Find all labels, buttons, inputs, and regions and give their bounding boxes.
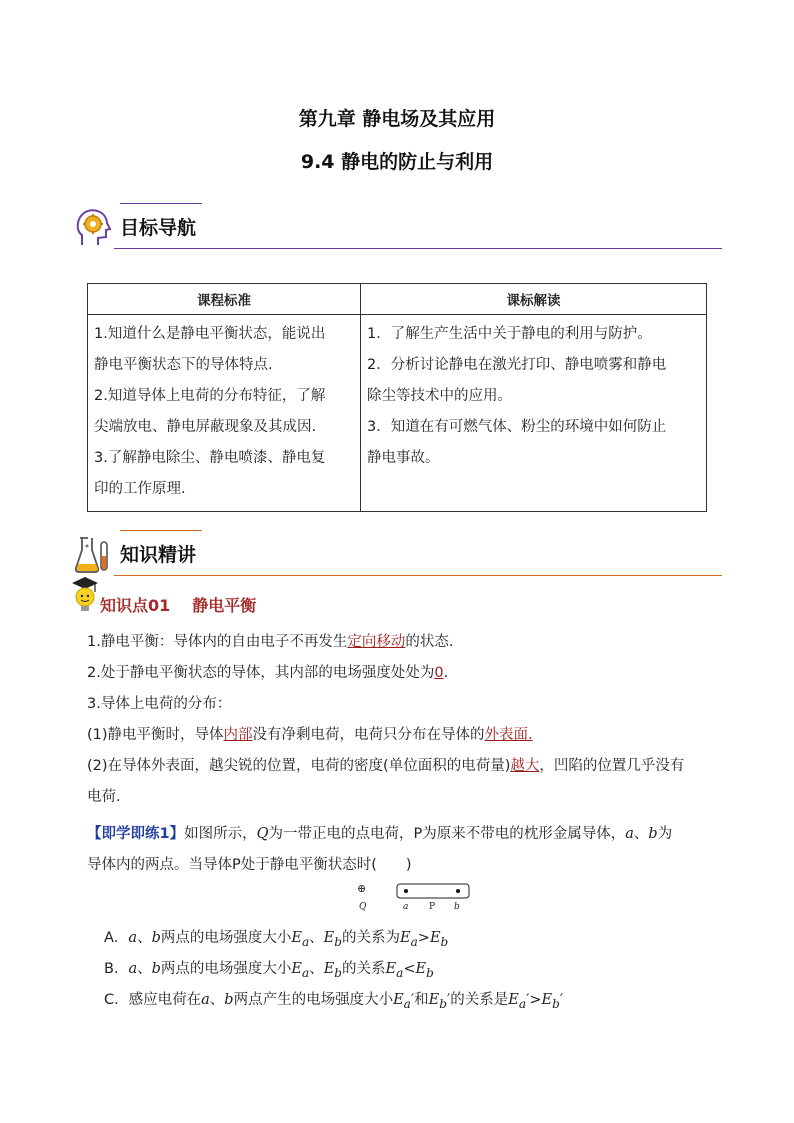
diagram-label-q: Q [359,902,367,912]
symbol: E [323,961,335,977]
text: ，凹陷的位置几乎没有 [539,758,685,774]
underlined-answer: 外表面. [484,727,533,743]
symbol: E [323,930,335,946]
table-cell-interpretation [361,315,707,512]
table-line: 1.知道什么是静电平衡状态，能说出 [94,326,326,342]
symbol: b [440,934,449,949]
symbol: b [151,961,161,977]
symbol: E [415,961,427,977]
content-line-4 [87,723,533,744]
text: ′ [526,992,530,1008]
symbol: a [403,996,411,1011]
knowledge-point-heading [100,593,256,616]
symbol: E [508,992,519,1008]
text: 、 [137,930,152,946]
text: 2.处于静电平衡状态的导体，其内部的电场强度处处为 [87,665,435,681]
chapter-title: 第九章 静电场及其应用 [298,108,496,130]
symbol: a [518,996,527,1011]
text: 两点的电场强度大小 [160,930,292,946]
section-goals-title: 目标导航 [120,217,197,239]
graduate-bulb-icon [70,575,100,613]
symbol: a [396,965,404,980]
option-a[interactable] [104,926,448,949]
table-line: 静电事故。 [367,450,440,466]
text: > [529,992,542,1008]
symbol: b [151,930,161,946]
knowledge-point-label: 知识点01 [100,596,171,615]
text: ′ [447,992,451,1008]
text: > [417,930,430,946]
table-line: 除尘等技术中的应用。 [367,388,512,404]
text: C．感应电荷在 [104,992,202,1008]
symbol: b [224,992,234,1008]
text: 两点的电场强度大小 [160,961,292,977]
symbol: b [334,934,342,949]
underlined-answer: 越大 [510,758,540,774]
symbol: E [429,930,441,946]
content-line-3: 3.导体上电荷的分布： [87,696,232,712]
content-line-1 [87,630,453,651]
symbol: a [302,965,310,980]
table-line: 2.知道导体上电荷的分布特征，了解 [94,388,326,404]
text: < [403,961,416,977]
table-header: 课标解读 [361,284,707,315]
option-b[interactable] [104,957,434,980]
text: 、 [633,826,649,842]
text: 、 [137,961,152,977]
symbol: E [291,961,302,977]
text: 为一带正电的点电荷，P为原来不带电的枕形金属导体， [268,826,626,842]
text: 1.静电平衡：导体内的自由电子不再发生 [87,634,348,650]
underlined-answer: 0 [434,665,444,681]
symbol: b [334,965,343,980]
option-c[interactable] [104,988,563,1011]
text: 、 [309,930,324,946]
symbol: E [385,961,397,977]
text: 的关系是 [450,992,509,1008]
symbol: a [201,992,210,1008]
section-goals [74,201,722,249]
table-header-row [88,284,707,315]
flask-icon [74,534,114,574]
symbol: b [439,996,447,1011]
symbol: a [301,934,310,949]
symbol: b [552,996,560,1011]
positive-charge-icon: ⊕ [357,882,367,895]
underlined-answer: 内部 [223,727,253,743]
exercise-label: 【即学即练1】 [87,826,185,842]
text: 、 [209,992,225,1008]
text: 如图所示， [184,826,257,842]
diagram-label-a: a [403,902,409,912]
content-line-5 [87,754,684,775]
table-line: 2．分析讨论静电在激光打印、静电喷雾和静电 [367,357,667,373]
text: (2)在导体外表面，越尖锐的位置，电荷的密度(单位面积的电荷量) [87,758,511,774]
content-line-6: 电荷. [87,789,121,805]
diagram-label-b: b [454,902,460,912]
text: 的关系 [342,961,386,977]
conductor-diagram [353,880,478,916]
text: 、 [309,961,324,977]
table-line: 3．知道在有可燃气体、粉尘的环境中如何防止 [367,419,667,435]
table-line: 静电平衡状态下的导体特点. [94,357,273,373]
section-title: 9.4 静电的防止与利用 [300,151,494,173]
table-line: 尖端放电、静电屏蔽现象及其成因. [94,419,317,435]
text: ′ [410,992,415,1008]
text: B． [104,961,129,977]
text: 两点产生的电场强度大小 [233,992,394,1008]
exercise-line-1 [87,822,672,843]
table-header: 课程标准 [88,284,361,315]
text: 没有净剩电荷，电荷只分布在导体的 [252,727,485,743]
head-gear-icon [74,207,112,247]
table-line: 1．了解生产生活中关于静电的利用与防护。 [367,326,652,342]
section-knowledge [74,528,722,576]
text: ′ [559,992,564,1008]
text: 和 [414,992,429,1008]
table-line: 印的工作原理. [94,481,186,497]
symbol: Q [256,826,269,842]
symbol: E [541,992,553,1008]
diagram-label-p: P [429,902,436,912]
symbol: a [625,826,634,842]
symbol: b [648,826,658,842]
text: A． [104,930,129,946]
text: . [443,665,449,681]
table-cell-standards [88,315,361,512]
text: 的关系为 [342,930,400,946]
underlined-answer: 定向移动 [347,634,406,650]
symbol: a [410,934,418,949]
symbol: b [426,965,434,980]
symbol: a [128,961,138,977]
exercise-line-2: 导体内的两点。当导体P处于静电平衡状态时( ) [87,857,412,873]
curriculum-table [87,283,707,512]
knowledge-point-title: 静电平衡 [192,596,257,615]
text: (1)静电平衡时，导体 [87,727,224,743]
section-knowledge-title: 知识精讲 [120,544,197,566]
content-line-2 [87,661,448,682]
conductor-shape [396,883,470,899]
text: 为 [657,826,673,842]
symbol: E [291,930,302,946]
table-line: 3.了解静电除尘、静电喷漆、静电复 [94,450,326,466]
text: 的状态. [405,634,454,650]
table-row [88,315,707,512]
symbol: E [400,930,411,946]
symbol: E [393,992,404,1008]
symbol: E [428,992,440,1008]
symbol: a [128,930,138,946]
